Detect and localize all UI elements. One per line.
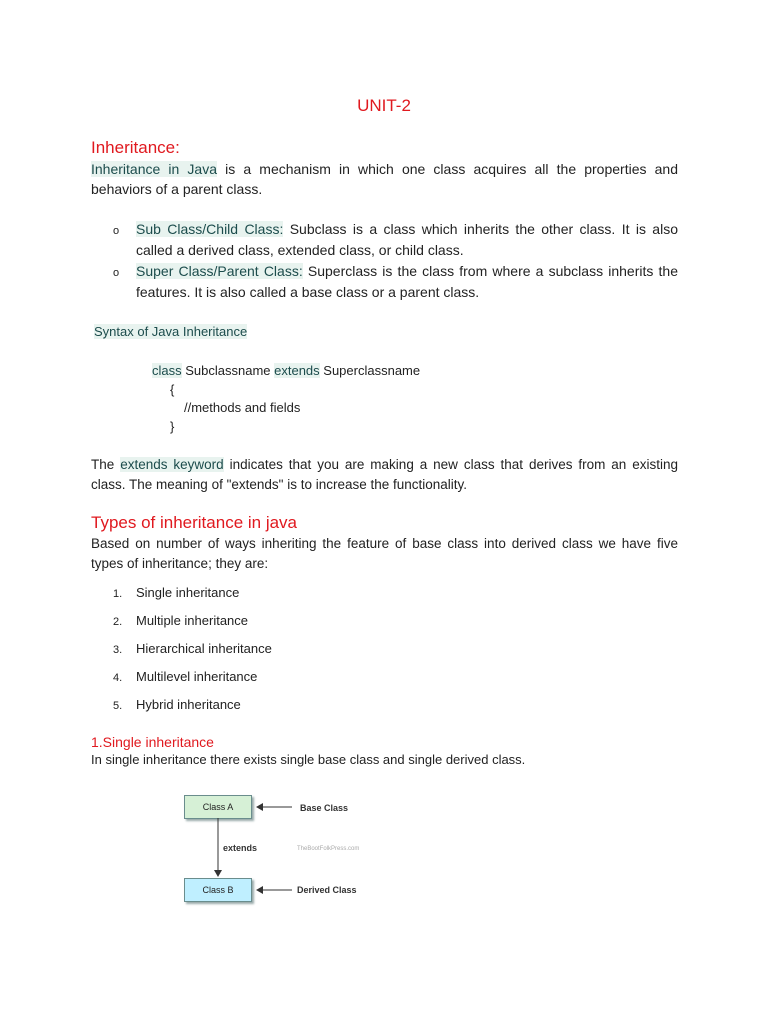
inheritance-intro	[91, 159, 678, 199]
code-open-brace: {	[170, 382, 175, 397]
class-a-box: Class A	[184, 795, 252, 819]
syntax-heading-text: Syntax of Java Inheritance	[94, 324, 248, 339]
subclass-name: Subclassname	[181, 363, 275, 378]
single-inheritance-heading: 1.Single inheritance	[91, 734, 214, 750]
inheritance-heading: Inheritance:	[91, 138, 180, 157]
class-b-box: Class B	[184, 878, 252, 902]
list-item: Hybrid inheritance	[136, 697, 241, 712]
superclass-text: Superclass is the class from where a subclass inherits the features. It is also called a base class or a parent class.	[136, 263, 678, 300]
extends-paragraph	[91, 455, 678, 495]
list-number: 2.	[113, 616, 123, 628]
bullet-marker: o	[113, 225, 120, 237]
list-number: 1.	[113, 588, 123, 600]
list-item: Multilevel inheritance	[136, 669, 258, 684]
base-class-label: Base Class	[300, 803, 349, 813]
extends-arrow-head	[214, 870, 222, 877]
derived-class-label: Derived Class	[297, 885, 357, 895]
superclass-term: Super Class/Parent Class:	[136, 263, 303, 279]
list-number: 3.	[113, 644, 123, 656]
types-heading: Types of inheritance in java	[91, 513, 298, 532]
diagram-watermark: TheBootFolkPress.com	[297, 846, 360, 852]
inheritance-intro-text: is a mechanism in which one class acquires all the properties and behaviors of a parent class.	[91, 161, 678, 197]
extends-label: extends	[223, 843, 258, 853]
extends-text: indicates that you are making a new class that derives from an existing class. The meaning of "extends" is to increase the functionality.	[91, 457, 678, 492]
superclass-name: Superclassname	[319, 363, 421, 378]
extends-keyword-term: extends keyword	[120, 457, 224, 472]
single-inheritance-text: In single inheritance there exists single base class and single derived class.	[91, 752, 526, 767]
list-item: Single inheritance	[136, 585, 240, 600]
base-class-arrow-head	[256, 803, 263, 811]
code-close-brace: }	[170, 419, 175, 434]
list-item: Multiple inheritance	[136, 613, 249, 628]
keyword-class: class	[152, 363, 182, 378]
keyword-extends: extends	[274, 363, 320, 378]
list-item: Hierarchical inheritance	[136, 641, 272, 656]
extends-lead: The	[91, 457, 121, 472]
bullet-item-subclass	[136, 219, 678, 261]
list-number: 5.	[113, 700, 123, 712]
code-comment: //methods and fields	[184, 400, 301, 415]
bullet-item-superclass	[136, 261, 678, 303]
subclass-text: Subclass is a class which inherits the other class. It is also called a derived class, extended class, or child class.	[136, 221, 678, 258]
inheritance-in-java-highlight: Inheritance in Java	[91, 161, 217, 177]
list-number: 4.	[113, 672, 123, 684]
subclass-term: Sub Class/Child Class:	[136, 221, 284, 237]
bullet-marker: o	[113, 267, 120, 279]
derived-class-arrow-head	[256, 886, 263, 894]
syntax-heading	[94, 324, 247, 339]
types-intro: Based on number of ways inheriting the feature of base class into derived class we have five types of inheritance; they are:	[91, 536, 678, 571]
code-line-1	[152, 361, 420, 380]
page-title: UNIT-2	[357, 96, 411, 115]
